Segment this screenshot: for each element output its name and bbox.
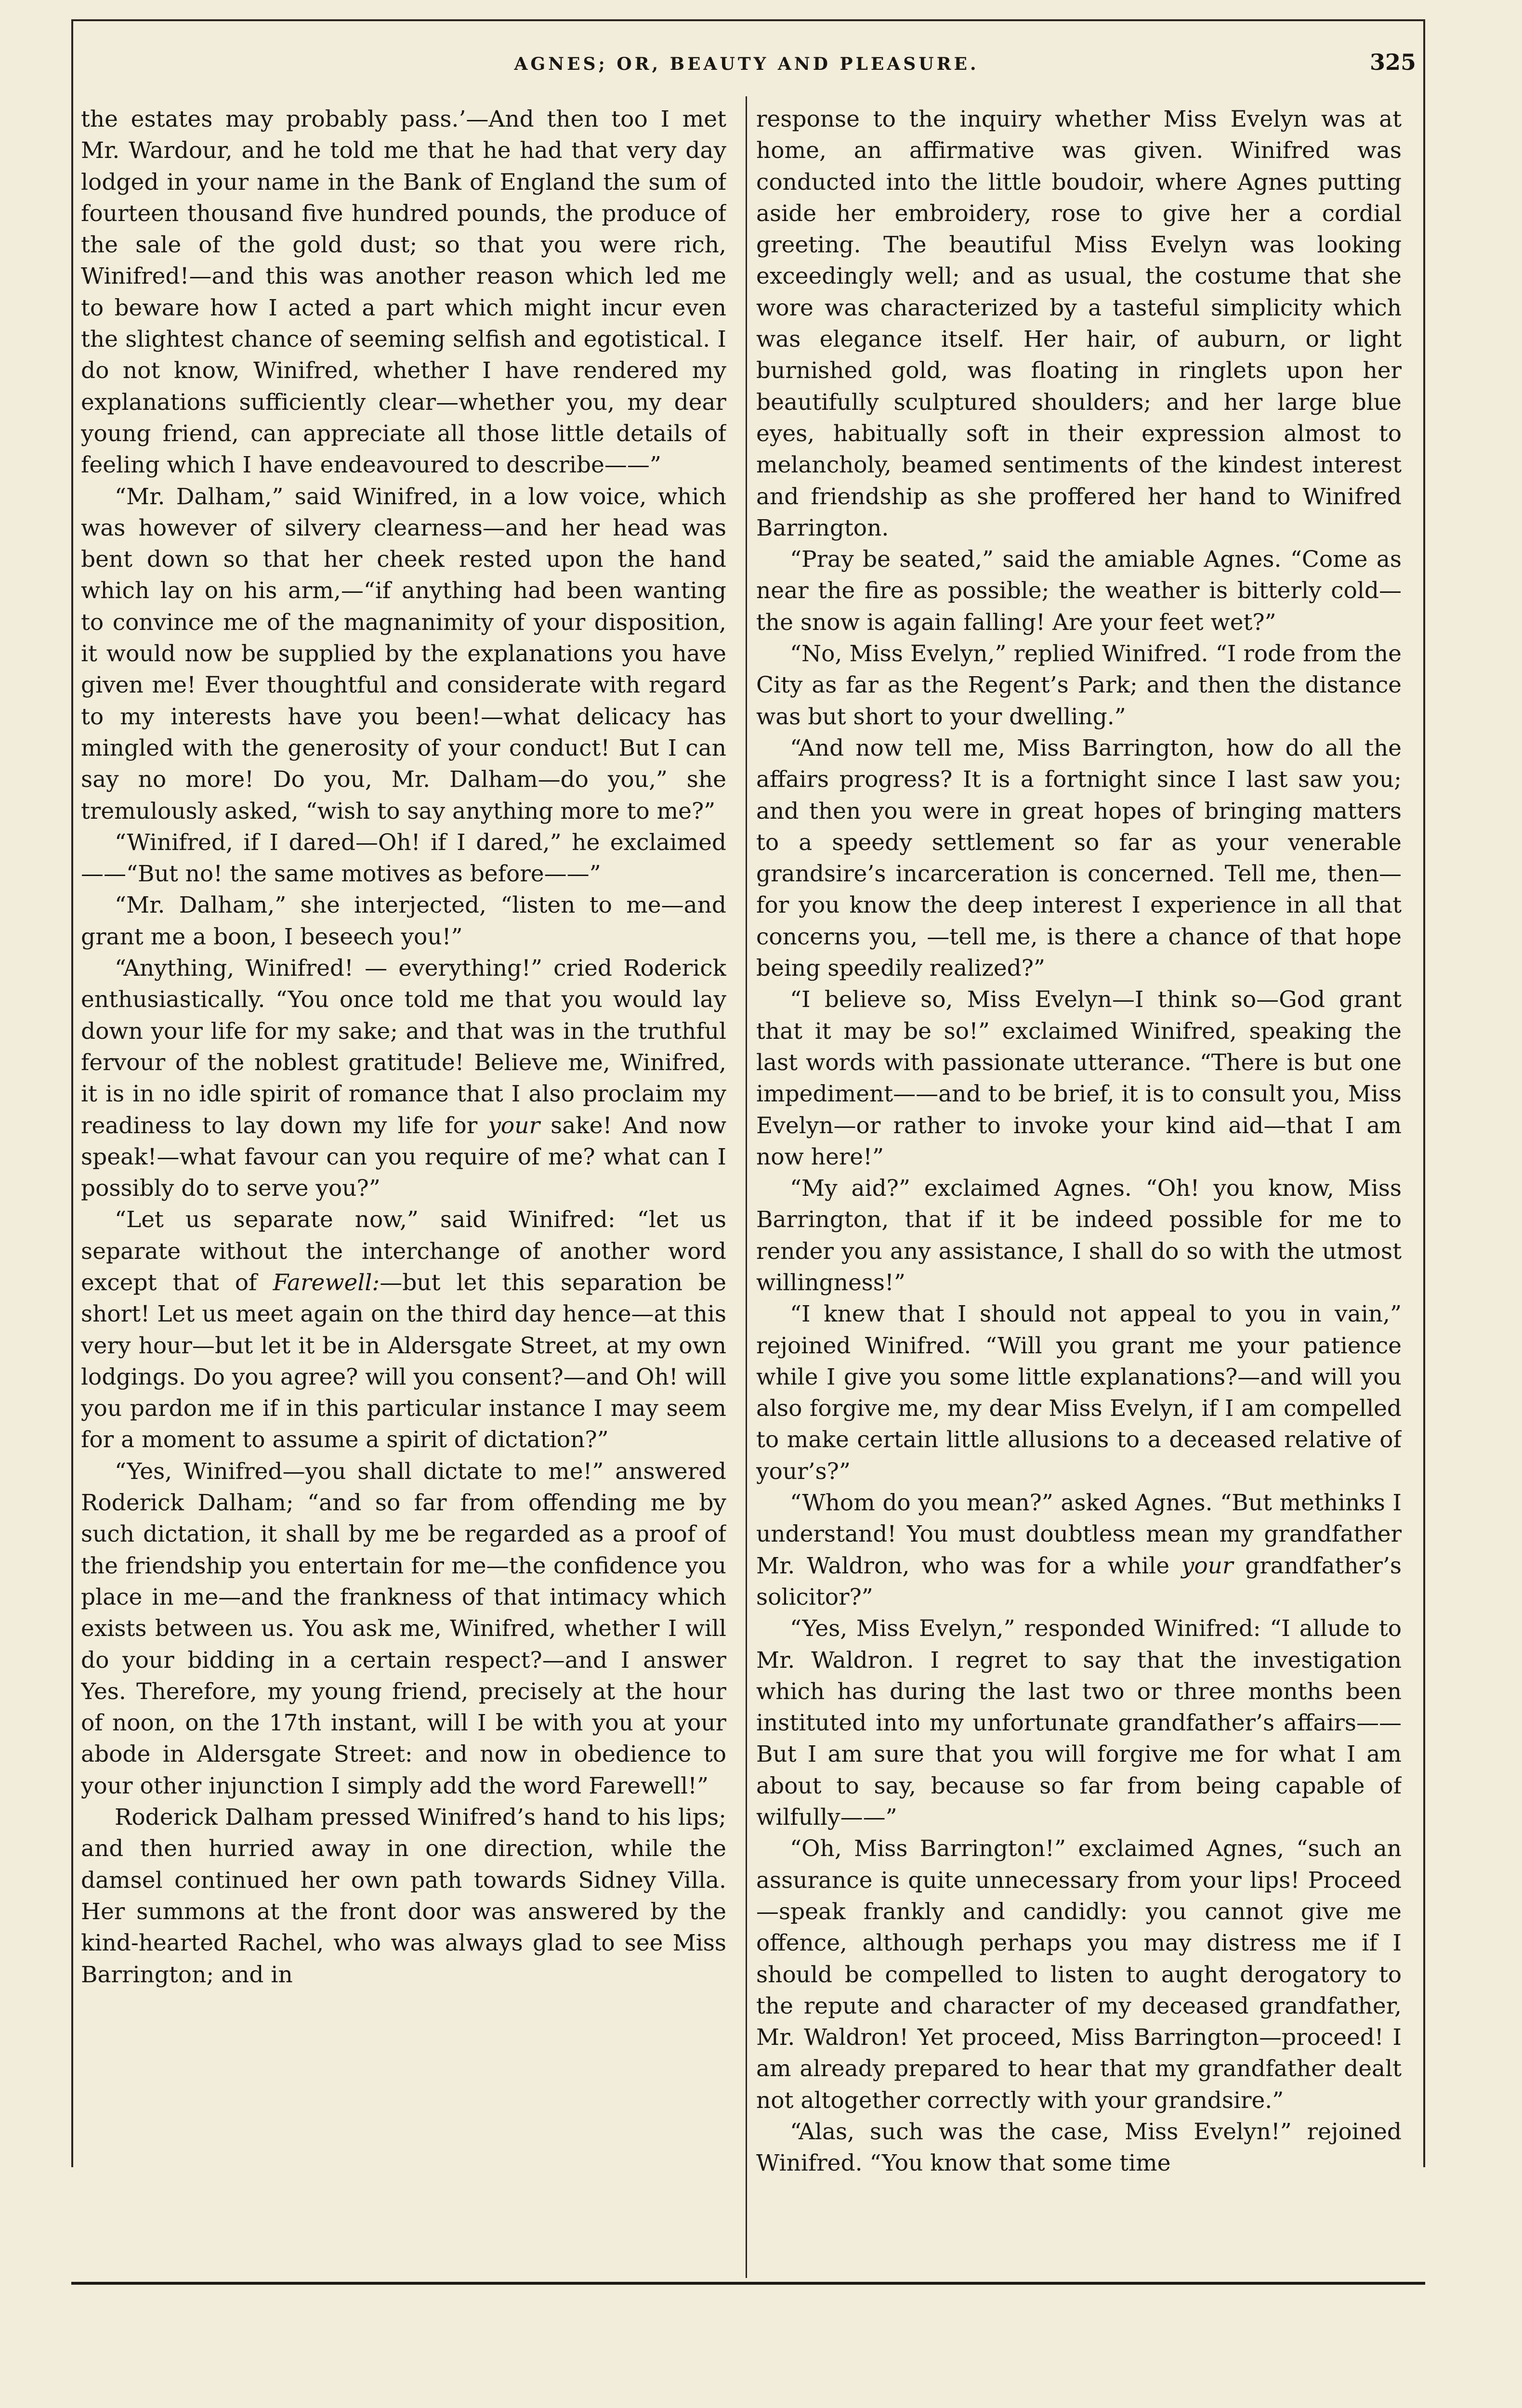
paragraph-text: “Yes, Miss Evelyn,” responded Winifred: “I allude to Mr. Waldron. I regret to say that the investigation which has during the last two or three months been instituted into my unfortunate grandfather’s affairs——But I am sure that you will forgive me for what I am about to say, because so far from being capable of wilfully——” <box>756 1615 1402 1831</box>
paragraph <box>756 2116 1402 2179</box>
paragraph <box>756 104 1402 544</box>
paragraph <box>81 1802 726 1990</box>
paragraph-text: the estates may probably pass.’—And then too I met Mr. Wardour, and he told me that he had that very day lodged in your name in the Bank of England the sum of fourteen thousand five hundred pounds, the produce of the sale of the gold dust; so that you were rich, Winifred!—and this was another reason which led me to beware how I acted a part which might incur even the slightest chance of seeming selfish and egotistical. I do not know, Winifred, whether I have rendered my explanations sufficiently clear—whether you, my dear young friend, can appreciate all those little details of feeling which I have endeavoured to describe——” <box>81 106 726 479</box>
paragraph <box>81 827 726 890</box>
paragraph <box>756 544 1402 638</box>
paragraph <box>756 984 1402 1173</box>
page-number: 325 <box>1369 49 1416 75</box>
paragraph-text: “I knew that I should not appeal to you in vain,” rejoined Winifred. “Will you grant me your patience while I give you some little explanations?—and will you also forgive me, my dear Miss Evelyn, if I am compelled to make certain little allusions to a deceased relative of your’s?” <box>756 1301 1402 1485</box>
paragraph-text: sake! And now speak!—what favour can you require of me? what can I possibly do to serve you?” <box>81 1112 726 1202</box>
paragraph <box>756 638 1402 733</box>
paragraph-text: “Let us separate now,” said Winifred: “let us separate without the interchange of another word except that of <box>81 1206 726 1296</box>
italic-text: your <box>1181 1552 1233 1579</box>
paragraph <box>756 1613 1402 1833</box>
page-frame-top <box>71 19 1425 21</box>
bottom-rule <box>71 2282 1425 2285</box>
page-frame-right <box>1423 19 1425 2167</box>
page-frame-left <box>71 19 73 2167</box>
running-title: AGNES; OR, BEAUTY AND PLEASURE. <box>514 54 979 74</box>
paragraph-text: “Mr. Dalham,” said Winifred, in a low voice, which was however of silvery clearness—and her head was bent down so that her cheek rested upon the hand which lay on his arm,—“if anything had been wanting to convince me of the magnanimity of your disposition, it would now be supplied by the explanations you have given me! Ever thoughtful and considerate with regard to my interests have you been!—what delicacy has mingled with the generosity of your conduct! But I can say no more! Do you, Mr. Dalham—do you,” she tremulously asked, “wish to say anything more to me?” <box>81 483 726 824</box>
paragraph <box>756 1487 1402 1613</box>
paragraph <box>81 890 726 953</box>
paragraph-text: “Alas, such was the case, Miss Evelyn!” rejoined Winifred. “You know that some time <box>756 2119 1402 2177</box>
left-text-column <box>81 104 726 2408</box>
paragraph-text: —but let this separation be short! Let us meet again on the third day hence—at this very hour—but let it be in Aldersgate Street, at my own lodgings. Do you agree? will you consent?—and Oh! will you pardon me if in this particular instance I may seem for a moment to assume a spirit of dictation?” <box>81 1269 726 1453</box>
paragraph <box>756 733 1402 984</box>
paragraph <box>756 1298 1402 1487</box>
paragraph-text: “Pray be seated,” said the amiable Agnes. “Come as near the fire as possible; the weather is bitterly cold—the snow is again falling! Are your feet wet?” <box>756 546 1402 636</box>
paragraph <box>81 1204 726 1455</box>
paragraph <box>756 1833 1402 2116</box>
italic-text: your <box>488 1112 540 1139</box>
paragraph-text: “Winifred, if I dared—Oh! if I dared,” he exclaimed——“But no! the same motives as before——” <box>81 829 726 888</box>
paragraph-text: “No, Miss Evelyn,” replied Winifred. “I rode from the City as far as the Regent’s Park; and then the distance was but short to your dwelling.” <box>756 641 1402 730</box>
paragraph-text: “Anything, Winifred! — everything!” cried Roderick enthusiastically. “You once told me that you would lay down your life for my sake; and that was in the truthful fervour of the noblest gratitude! Believe me, Winifred, it is in no idle spirit of romance that I also proclaim my readiness to lay down my life for <box>81 955 726 1139</box>
paragraph-text: grandfather’s solicitor?” <box>756 1552 1402 1610</box>
paragraph-text: “Whom do you mean?” asked Agnes. “But methinks I understand! You must doubtless mean my grandfather Mr. Waldron, who was for a while <box>756 1490 1402 1579</box>
paragraph-text: “Oh, Miss Barrington!” exclaimed Agnes, “such an assurance is quite unnecessary from your lips! Proceed—speak frankly and candidly: you cannot give me offence, although perhaps you may distress me if I should be compelled to listen to aught derogatory to the repute and character of my deceased grandfather, Mr. Waldron! Yet proceed, Miss Barrington—proceed! I am already prepared to hear that my grandfather dealt not altogether correctly with your grandsire.” <box>756 1835 1402 2114</box>
running-head <box>77 44 1416 88</box>
italic-text: Farewell: <box>273 1269 380 1296</box>
paragraph <box>756 1173 1402 1298</box>
paragraph <box>81 104 726 481</box>
paragraph <box>81 1456 726 1802</box>
paragraph-text: “Yes, Winifred—you shall dictate to me!” answered Roderick Dalham; “and so far from offending me by such dictation, it shall by me be regarded as a proof of the friendship you entertain for me—the confidence you place in me—and the frankness of that intimacy which exists between us. You ask me, Winifred, whether I will do your bidding in a certain respect?—and I answer Yes. Therefore, my young friend, precisely at the hour of noon, on the 17th instant, will I be with you at your abode in Aldersgate Street: and now in obedience to your other injunction I simply add the word Farewell!” <box>81 1458 726 1799</box>
paragraph-text: Roderick Dalham pressed Winifred’s hand to his lips; and then hurried away in one direction, while the damsel continued her own path towards Sidney Villa. Her summons at the front door was answered by the kind-hearted Rachel, who was always glad to see Miss Barrington; and in <box>81 1804 726 1988</box>
paragraph-text: “I believe so, Miss Evelyn—I think so—God grant that it may be so!” exclaimed Winifred, speaking the last words with passionate utterance. “There is but one impediment——and to be brief, it is to consult you, Miss Evelyn—or rather to invoke your kind aid—that I am now here!” <box>756 986 1402 1170</box>
paragraph-text: “My aid?” exclaimed Agnes. “Oh! you know, Miss Barrington, that if it be indeed possible for me to render you any assistance, I shall do so with the utmost willingness!” <box>756 1175 1402 1296</box>
column-divider <box>746 96 747 2278</box>
paragraph-text: “Mr. Dalham,” she interjected, “listen to me—and grant me a boon, I beseech you!” <box>81 892 726 950</box>
paragraph <box>81 953 726 1204</box>
right-text-column <box>756 104 1402 2408</box>
paragraph-text: response to the inquiry whether Miss Evelyn was at home, an affirmative was given. Winifred was conducted into the little boudoir, where Agnes putting aside her embroidery, rose to give her a cordial greeting. The beautiful Miss Evelyn was looking exceedingly well; and as usual, the costume that she wore was characterized by a tasteful simplicity which was elegance itself. Her hair, of auburn, or light burnished gold, was floating in ringlets upon her beautifully sculptured shoulders; and her large blue eyes, habitually soft in their expression almost to melancholy, beamed sentiments of the kindest interest and friendship as she proffered her hand to Winifred Barrington. <box>756 106 1402 541</box>
paragraph <box>81 481 726 827</box>
paragraph-text: “And now tell me, Miss Barrington, how do all the affairs progress? It is a fortnight since I last saw you; and then you were in great hopes of bringing matters to a speedy settlement so far as your venerable grandsire’s incarceration is concerned. Tell me, then—for you know the deep interest I experience in all that concerns you, —tell me, is there a chance of that hope being speedily realized?” <box>756 734 1402 982</box>
